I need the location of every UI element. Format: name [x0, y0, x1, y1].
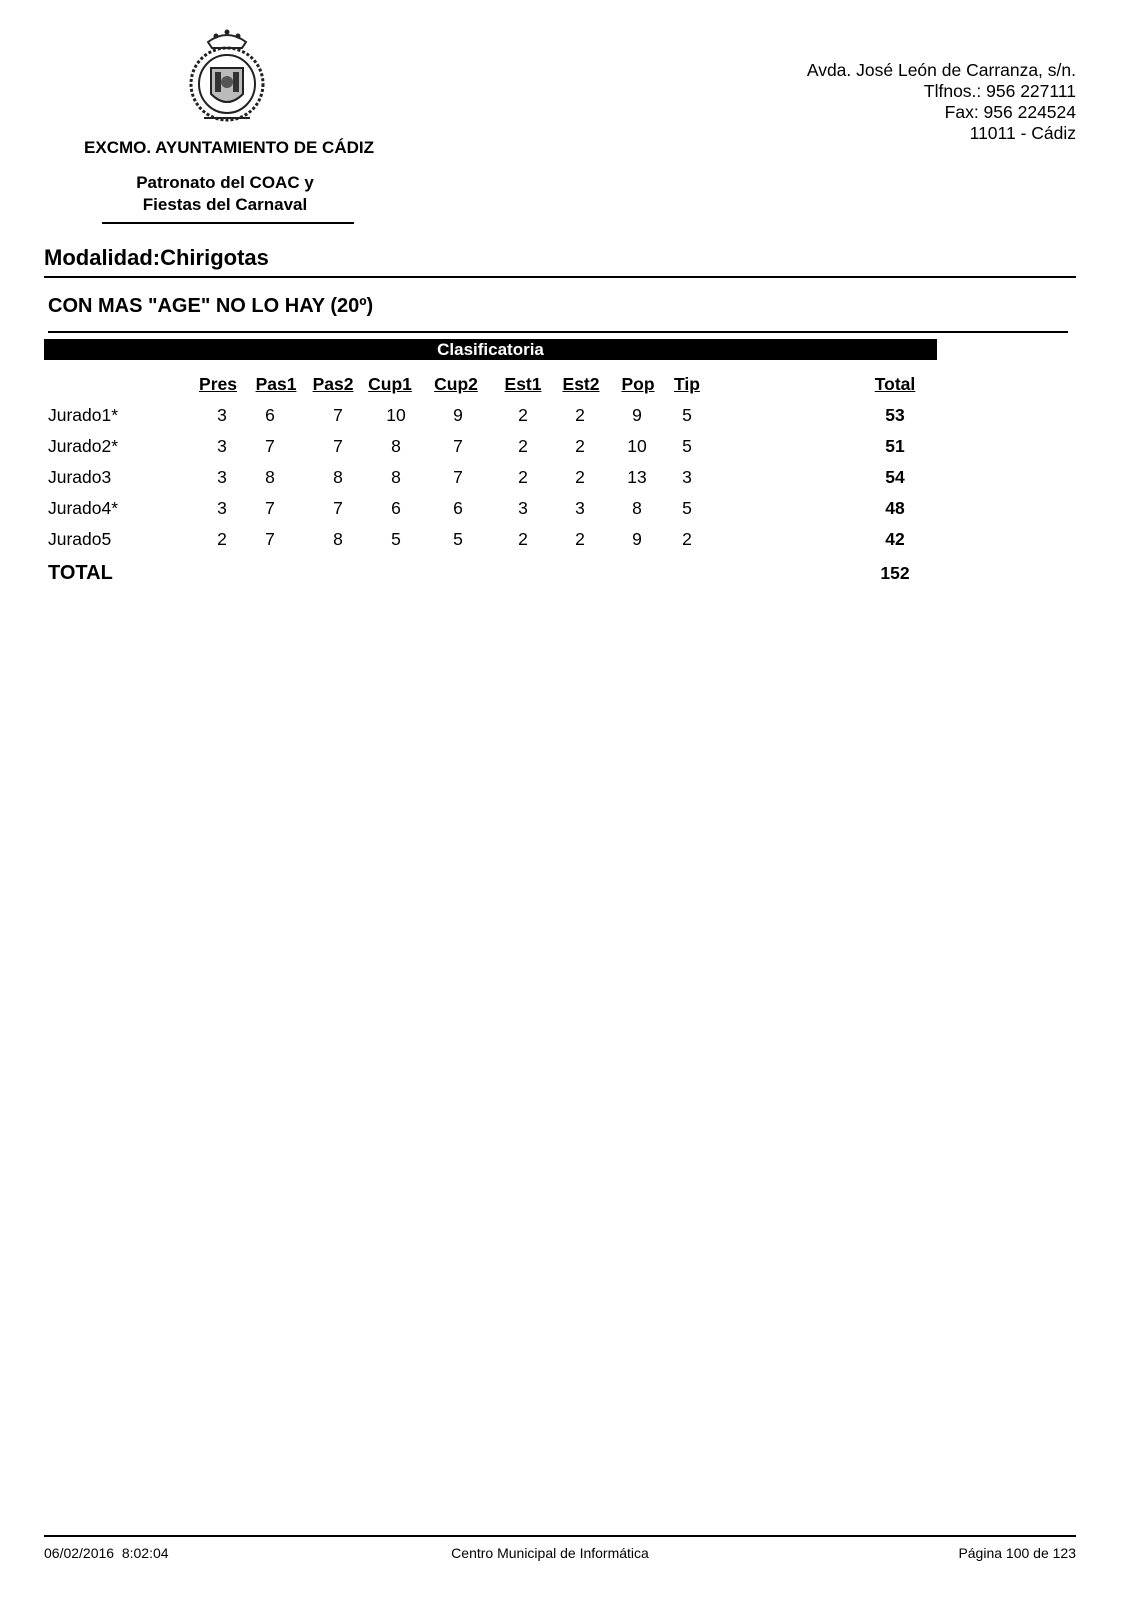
footer-divider: [44, 1535, 1076, 1537]
score-cell: 3: [682, 467, 692, 487]
score-cell: 5: [682, 436, 692, 456]
phone-line: Tlfnos.: 956 227111: [923, 81, 1076, 101]
score-cell: 7: [265, 498, 275, 518]
score-cell: 8: [391, 467, 401, 487]
column-header-pop: Pop: [621, 374, 655, 394]
score-cell: 3: [518, 498, 528, 518]
postal-line: 11011 - Cádiz: [969, 123, 1076, 143]
juror-label: Jurado3: [48, 467, 112, 487]
score-cell: 5: [682, 405, 692, 425]
score-cell: 5: [682, 498, 692, 518]
footer-page-number: Página 100 de 123: [958, 1545, 1076, 1561]
score-cell: 10: [386, 405, 406, 425]
column-header-cup2: Cup2: [434, 374, 478, 394]
score-cell: 2: [575, 436, 585, 456]
modality-title: Modalidad:Chirigotas: [44, 245, 269, 270]
score-cell: 2: [682, 529, 692, 549]
score-cell: 3: [575, 498, 585, 518]
score-cell: 2: [518, 405, 528, 425]
score-cell: 5: [391, 529, 401, 549]
score-cell: 8: [265, 467, 275, 487]
row-total: 48: [885, 498, 905, 518]
score-cell: 7: [453, 467, 463, 487]
row-total: 51: [885, 436, 905, 456]
column-header-total: Total: [874, 374, 916, 394]
column-header-cup1: Cup1: [368, 374, 412, 394]
column-header-pres: Pres: [199, 374, 237, 394]
score-cell: 3: [217, 467, 227, 487]
score-cell: 9: [632, 529, 642, 549]
row-total: 42: [885, 529, 905, 549]
score-cell: 7: [333, 498, 343, 518]
row-total: 53: [885, 405, 905, 425]
score-cell: 7: [333, 405, 343, 425]
score-cell: 8: [333, 467, 343, 487]
department-name: [100, 172, 350, 216]
organization-name: EXCMO. AYUNTAMIENTO DE CÁDIZ: [84, 138, 374, 157]
score-cell: 2: [518, 529, 528, 549]
footer-datetime: 06/02/2016 8:02:04: [44, 1545, 169, 1561]
department-line-2: Fiestas del Carnaval: [142, 195, 308, 214]
score-cell: 2: [575, 467, 585, 487]
score-cell: 8: [333, 529, 343, 549]
column-header-pas1: Pas1: [255, 374, 297, 394]
juror-label: Jurado1*: [48, 405, 119, 425]
column-header-tip: Tip: [674, 374, 700, 394]
row-total: 54: [885, 467, 905, 487]
score-cell: 7: [333, 436, 343, 456]
score-cell: 9: [632, 405, 642, 425]
juror-label: Jurado5: [48, 529, 112, 549]
score-cell: 7: [453, 436, 463, 456]
score-cell: 2: [575, 405, 585, 425]
score-cell: 2: [518, 467, 528, 487]
score-cell: 8: [391, 436, 401, 456]
address-line: Avda. José León de Carranza, s/n.: [806, 60, 1076, 80]
score-cell: 6: [391, 498, 401, 518]
score-cell: 8: [632, 498, 642, 518]
grand-total-value: 152: [880, 563, 910, 583]
score-cell: 3: [217, 498, 227, 518]
score-cell: 2: [518, 436, 528, 456]
grand-total-label: TOTAL: [48, 562, 113, 584]
score-cell: 5: [453, 529, 463, 549]
group-name: CON MAS "AGE" NO LO HAY (20º): [48, 295, 374, 317]
column-header-est1: Est1: [504, 374, 542, 394]
footer-center: Centro Municipal de Informática: [451, 1545, 649, 1561]
juror-label: Jurado2*: [48, 436, 119, 456]
phase-banner: Clasificatoria: [44, 339, 937, 360]
score-cell: 9: [453, 405, 463, 425]
column-header-est2: Est2: [562, 374, 600, 394]
address-block: [807, 60, 1076, 144]
score-cell: 2: [575, 529, 585, 549]
score-cell: 3: [217, 436, 227, 456]
department-underline: [102, 222, 354, 224]
score-cell: 13: [627, 467, 647, 487]
juror-label: Jurado4*: [48, 498, 119, 518]
score-cell: 6: [265, 405, 275, 425]
score-cell: 6: [453, 498, 463, 518]
score-cell: 3: [217, 405, 227, 425]
score-cell: 7: [265, 436, 275, 456]
score-cell: 7: [265, 529, 275, 549]
fax-line: Fax: 956 224524: [944, 102, 1076, 122]
score-cell: 2: [217, 529, 227, 549]
divider: [44, 276, 1076, 278]
department-line-1: Patronato del COAC y: [136, 173, 314, 192]
column-header-pas2: Pas2: [312, 374, 354, 394]
divider: [48, 331, 1068, 333]
city-crest-logo: [186, 28, 268, 126]
score-cell: 10: [627, 436, 647, 456]
